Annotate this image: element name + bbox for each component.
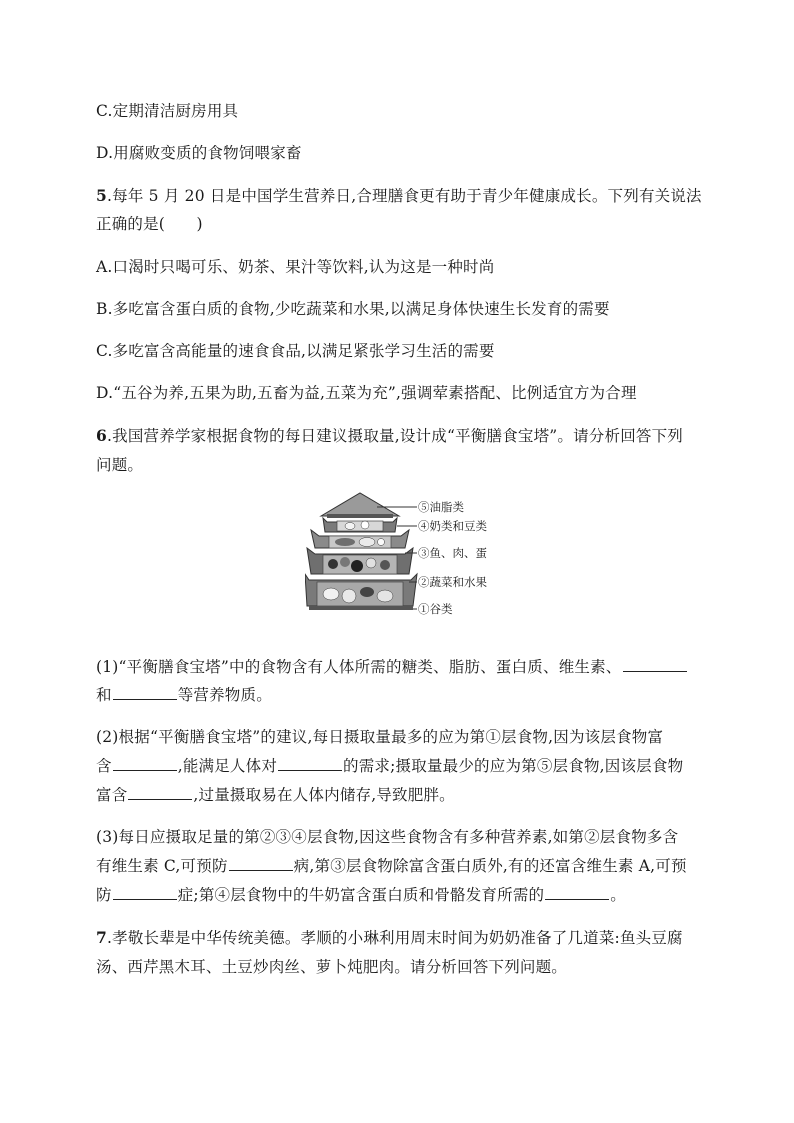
question-6-stem <box>96 426 683 446</box>
question-text: .我国营养学家根据食物的每日建议摄取量,设计成“平衡膳食宝塔”。请分析回答下列 <box>107 427 684 445</box>
question-7-stem <box>96 928 683 948</box>
q6-part3-line2 <box>96 856 687 876</box>
answer-blank[interactable] <box>278 756 342 771</box>
line-option-c: C.定期清洁厨房用具 <box>96 102 239 120</box>
question-number: 6 <box>96 426 107 445</box>
q6-part2-line1: (2)根据“平衡膳食宝塔”的建议,每日摄取量最多的应为第①层食物,因为该层食物富 <box>96 728 664 746</box>
answer-blank[interactable] <box>113 756 177 771</box>
question-text: .孝敬长辈是中华传统美德。孝顺的小琳利用周末时间为奶奶准备了几道菜:鱼头豆腐 <box>107 929 683 947</box>
q6-part2-line3 <box>96 785 455 805</box>
answer-blank[interactable] <box>545 885 609 900</box>
pyramid-label-3: ③鱼、肉、蛋 <box>418 546 487 560</box>
text: 有维生素 C,可预防 <box>96 857 228 875</box>
q5-option-b: B.多吃富含蛋白质的食物,少吃蔬菜和水果,以满足身体快速生长发育的需要 <box>96 300 610 318</box>
text: 含 <box>96 757 112 775</box>
food-pyramid-figure <box>305 488 505 626</box>
pyramid-label-5: ⑤油脂类 <box>418 500 464 514</box>
text: 等营养物质。 <box>177 686 272 704</box>
text: 和 <box>96 686 112 704</box>
text: 的需求;摄取量最少的应为第⑤层食物,因该层食物 <box>343 757 684 775</box>
question-5-stem-cont: 正确的是( ) <box>96 215 203 233</box>
q6-part3-line3 <box>96 885 626 905</box>
pyramid-label-2: ②蔬菜和水果 <box>418 575 487 589</box>
answer-blank[interactable] <box>229 856 293 871</box>
answer-blank[interactable] <box>113 685 177 700</box>
q5-option-d: D.“五谷为养,五果为助,五畜为益,五菜为充”,强调荤素搭配、比例适宜方为合理 <box>96 384 637 402</box>
text: ,过量摄取易在人体内储存,导致肥胖。 <box>193 786 455 804</box>
q5-option-c: C.多吃富含高能量的速食食品,以满足紧张学习生活的需要 <box>96 342 495 360</box>
q6-part2-line2 <box>96 756 683 776</box>
text: ,能满足人体对 <box>177 757 278 775</box>
line-option-d: D.用腐败变质的食物饲喂家畜 <box>96 144 302 162</box>
text: 症;第④层食物中的牛奶富含蛋白质和骨骼发育所需的 <box>177 886 545 904</box>
answer-blank[interactable] <box>113 885 177 900</box>
text: 。 <box>610 886 626 904</box>
pyramid-label-1: ①谷类 <box>418 602 453 616</box>
question-text: .每年 5 月 20 日是中国学生营养日,合理膳食更有助于青少年健康成长。下列有关说法 <box>107 187 702 205</box>
q5-option-a: A.口渴时只喝可乐、奶茶、果汁等饮料,认为这是一种时尚 <box>96 258 495 276</box>
question-6-stem-cont: 问题。 <box>96 456 144 474</box>
text: (1)“平衡膳食宝塔”中的食物含有人体所需的糖类、脂肪、蛋白质、维生素、 <box>96 658 622 676</box>
question-5-stem <box>96 186 702 206</box>
q6-part3-line1: (3)每日应摄取足量的第②③④层食物,因这些食物含有多种营养素,如第②层食物多含 <box>96 828 679 846</box>
question-7-stem-cont: 汤、西芹黑木耳、土豆炒肉丝、萝卜炖肥肉。请分析回答下列问题。 <box>96 958 568 976</box>
question-number: 5 <box>96 186 107 205</box>
answer-blank[interactable] <box>623 657 687 672</box>
q6-part1-line2 <box>96 685 272 705</box>
text: 富含 <box>96 786 128 804</box>
text: 防 <box>96 886 112 904</box>
text: 病,第③层食物除富含蛋白质外,有的还富含维生素 A,可预 <box>293 857 687 875</box>
answer-blank[interactable] <box>128 785 192 800</box>
question-number: 7 <box>96 928 107 947</box>
q6-part1-line1 <box>96 657 688 677</box>
pyramid-label-4: ④奶类和豆类 <box>418 519 487 533</box>
